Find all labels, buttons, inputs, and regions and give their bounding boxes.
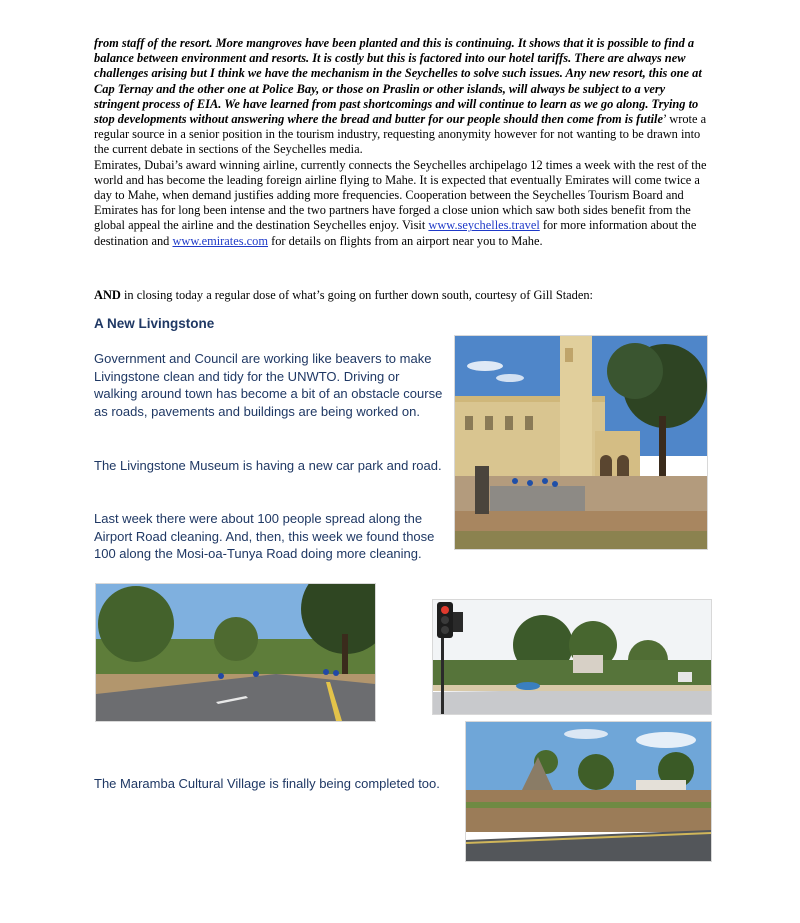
seychelles-travel-link[interactable]: www.seychelles.travel <box>428 218 540 233</box>
emirates-text: Emirates, Dubai’s award winning airline, currently connects the Seychelles archipelago 12 times a week with the rest of the world and has become the leading foreign airline flying to Mahe. It is expected that eventually Emirates will come twice a day to Mahe, when demand justifies adding more frequencies. Cooperation between the Seychelles Tourism Board and Emirates has for long been intense and the two partners have forged a close union which saw both sides benefit from the global appeal the airline and the destination Seychelles enjoy. Visit <box>94 157 707 233</box>
resort-quote: from staff of the resort. More mangroves have been planted and this is continuing. It shows that it is possible to find a balance between environment and resorts. It is costly but this is factored into our hotel tariffs. There are always new challenges arising but I think we have the mechanism in the Seychelles to solve such issues. Any new resort, this one at Cap Ternay and the other one at Police Bay, or those on Praslin or other islands, will always be subject to a very stringent process of EIA. We have learned from past shortcomings and will continue to learn as we go along. Trying to stop developments without answering where the bread and butter for our people should then come from is futile <box>94 36 702 127</box>
paragraph-museum: The Livingstone Museum is having a new car park and road. <box>94 458 442 473</box>
closing-text: in closing today a regular dose of what’s going on further down south, courtesy of Gill Staden: <box>120 288 593 302</box>
link-connector-text: for more information about the destination and <box>94 218 697 248</box>
emirates-end-text: for details on flights from an airport near you to Mahe. <box>268 233 543 248</box>
airport-road-photo <box>96 584 375 721</box>
section-heading: A New Livingstone <box>94 316 215 331</box>
closing-paragraph <box>94 288 710 303</box>
paragraph-airport-road: Last week there were about 100 people spread along the Airport Road cleaning. And, then, this week we found those 100 along the Mosi-oa-Tunya Road doing more cleaning. <box>94 511 435 561</box>
closing-bold-lead: AND <box>94 288 121 302</box>
emirates-link[interactable]: www.emirates.com <box>172 233 269 248</box>
intro-paragraph <box>94 36 710 249</box>
intersection-photo <box>433 600 711 714</box>
maramba-village-photo <box>466 722 711 861</box>
paragraph-cleanup: Government and Council are working like beavers to make Livingstone clean and tidy for the UNWTO. Driving or walking around town has become a bit of an obstacle course as roads, pavements and buildings are being worked on. <box>94 351 443 419</box>
quote-attribution: ’ wrote a regular source in a senior position in the tourism industry, requesting anonymity however for not wanting to be drawn into the current debate in sections of the Seychelles media. <box>94 112 707 157</box>
paragraph-maramba: The Maramba Cultural Village is finally being completed too. <box>94 776 440 791</box>
museum-photo <box>455 336 707 549</box>
